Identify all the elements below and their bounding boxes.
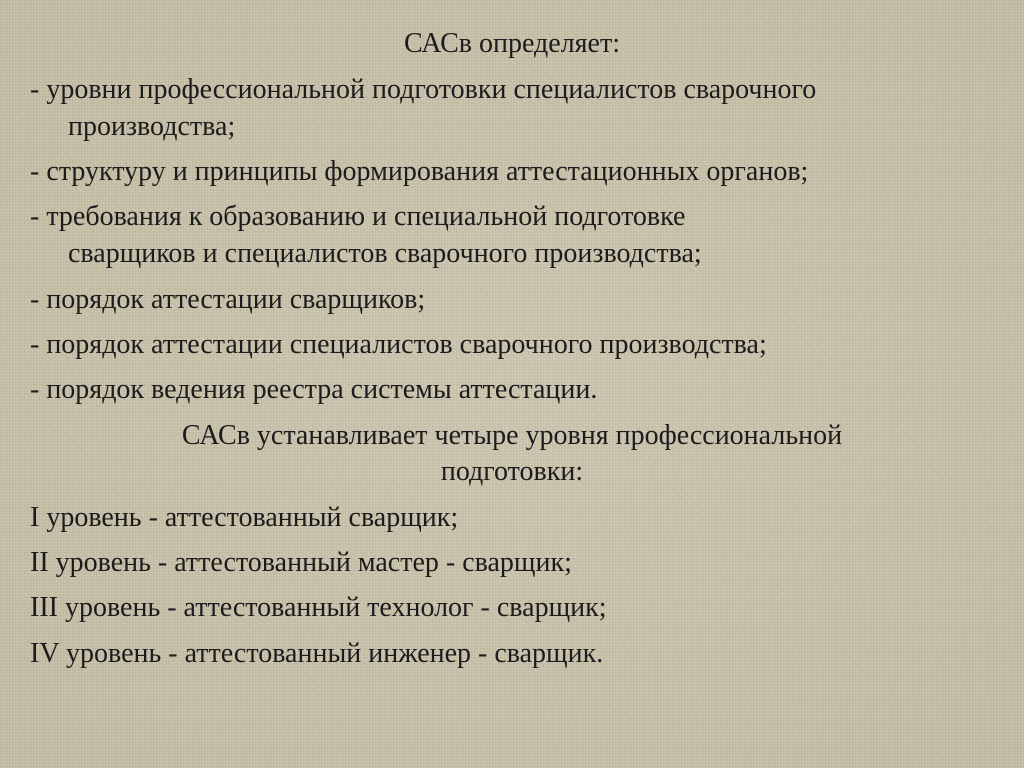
level-4: IV уровень - аттестованный инженер - сварщик. [30, 638, 604, 669]
level-3: III уровень - аттестованный технолог - сварщик; [30, 592, 607, 623]
heading-levels-line1: САСв устанавливает четыре уровня профессиональной [181, 420, 843, 451]
list-item-welder-certification: - порядок аттестации сварщиков; [30, 284, 426, 315]
heading-defines: САСв определяет: [403, 28, 620, 59]
list-item-levels-line2: производства; [68, 111, 236, 142]
list-item-specialist-certification: - порядок аттестации специалистов сварочного производства; [30, 329, 767, 360]
list-item-requirements-line2: сварщиков и специалистов сварочного производства; [68, 238, 702, 269]
list-item-structure: - структуру и принципы формирования аттестационных органов; [30, 156, 809, 187]
level-2: II уровень - аттестованный мастер - сварщик; [30, 547, 572, 578]
heading-levels-line2: подготовки: [440, 456, 584, 487]
level-1: I уровень - аттестованный сварщик; [30, 502, 459, 533]
list-item-registry: - порядок ведения реестра системы аттестации. [30, 374, 598, 405]
list-item-requirements-line1: - требования к образованию и специальной подготовке [30, 201, 686, 232]
list-item-levels-line1: - уровни профессиональной подготовки специалистов сварочного [30, 74, 817, 105]
